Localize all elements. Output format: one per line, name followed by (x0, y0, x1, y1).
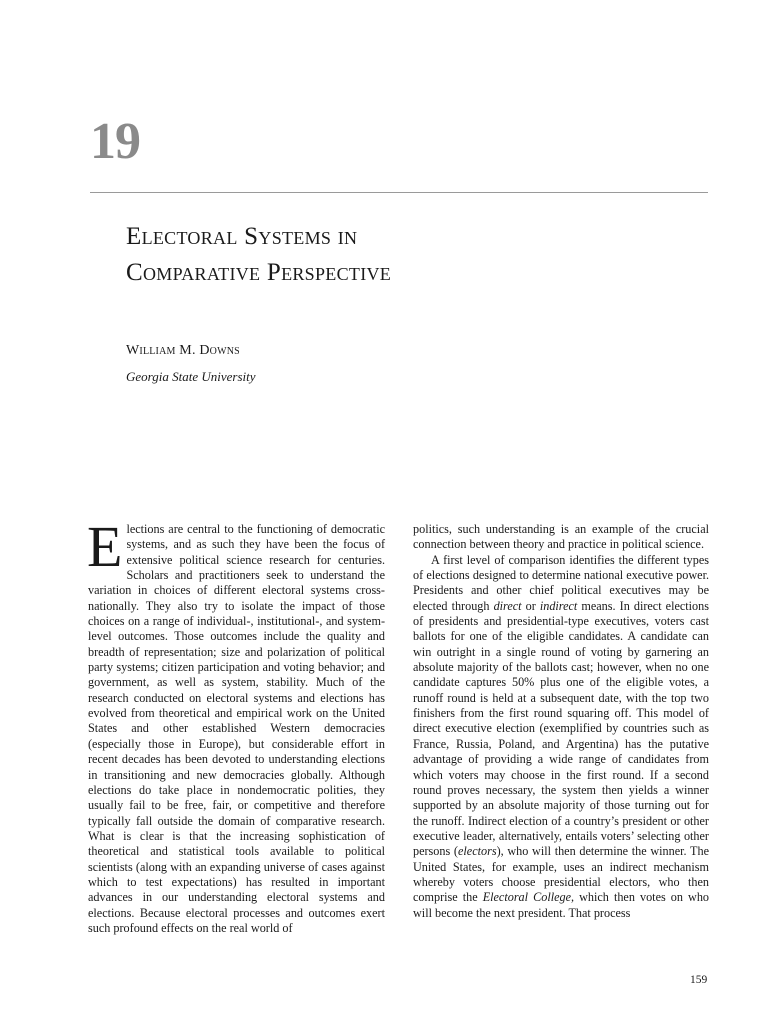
author-affiliation: Georgia State University (126, 369, 256, 384)
comparison-text-b: means. In direct elections of presidents and presidential-type executives, voters cast ballots for one of the eligible candidates. A candidate can win outright in a single round of voting by garnering an absolute majority of the ballots cast; however, when no one candidate captures 50% plus one of the eligible votes, a runoff round is held at a subsequent date, with the top two finishers from the first round squaring off. This model of direct executive election (exemplified by countries such as France, Russia, Poland, and Argentina) has the putative advantage of providing a wide range of candidates from which voters may choose in the first round. If a second round proves necessary, the system then yields a winner supported by an absolute majority of those turning out for the runoff. Indirect election of a country’s president or other executive leader, alternatively, entails voters’ selecting other persons ( (413, 598, 709, 859)
intro-paragraph (87, 514, 385, 936)
header-rule (90, 192, 708, 193)
comparison-text-d: which then votes on who will become the next president. That process (413, 890, 710, 920)
emphasis-direct: direct (493, 598, 522, 613)
comparison-text-a: A first level of comparison identifies the different types of elections designed to determine national executive power. Presidents and other chief political executives may be elected through (413, 552, 709, 613)
intro-paragraph-text: lections are central to the functioning of democratic systems, and as such they have been the focus of extensive political science research for centuries. Scholars and practitioners seek to understand the variation in choices of different electoral systems cross-nationally. They also try to isolate the impact of those choices on a range of individual-, institutional-, and system-level outcomes. Those outcomes include the quality and breadth of representation; size and polarization of political party systems; citizen participation and voting behavior; and government, as well as system, stability. Much of the research conducted on electoral systems and elections has evolved from theoretical and empirical work on the United States and other established Western democracies (especially those in Europe), but considerable effort in recent decades has been devoted to understanding elections in transitioning and new democracies globally. Although elections do take place in nondemocratic polities, they usually fail to be free, fair, or competitive and therefore typically fall outside the domain of comparative research. What is clear is that the increasing sophistication of theoretical and statistical tools available to political scientists (along with an expanding universe of cases against which to test expectations) has resulted in important advances in our understanding electoral systems and elections. Because electoral processes and outcomes exert such profound effects on the real world of (88, 522, 385, 935)
comparison-text-or: or (521, 598, 540, 613)
comparison-text-c: ), who will then determine the winner. The United States, for example, uses an indirect mechanism whereby voters choose presidential electors, who then comprise the (413, 844, 709, 905)
chapter-number: 19 (90, 113, 140, 170)
chapter-title-line-1: Electoral Systems in (126, 223, 358, 250)
chapter-title-line-2: Comparative Perspective (126, 259, 392, 286)
author-name: William M. Downs (126, 343, 240, 358)
right-column (413, 522, 709, 921)
comparison-paragraph (413, 553, 709, 921)
page-number: 159 (690, 974, 708, 986)
chapter-title (126, 219, 391, 291)
left-column (87, 514, 385, 936)
emphasis-indirect: indirect (539, 598, 578, 613)
emphasis-electors: electors (457, 844, 497, 859)
emphasis-electoral-college: Electoral College, (482, 890, 575, 905)
continued-paragraph: politics, such understanding is an example of the crucial connection between theory and practice in political science. (413, 522, 709, 552)
drop-cap: E (87, 514, 123, 579)
